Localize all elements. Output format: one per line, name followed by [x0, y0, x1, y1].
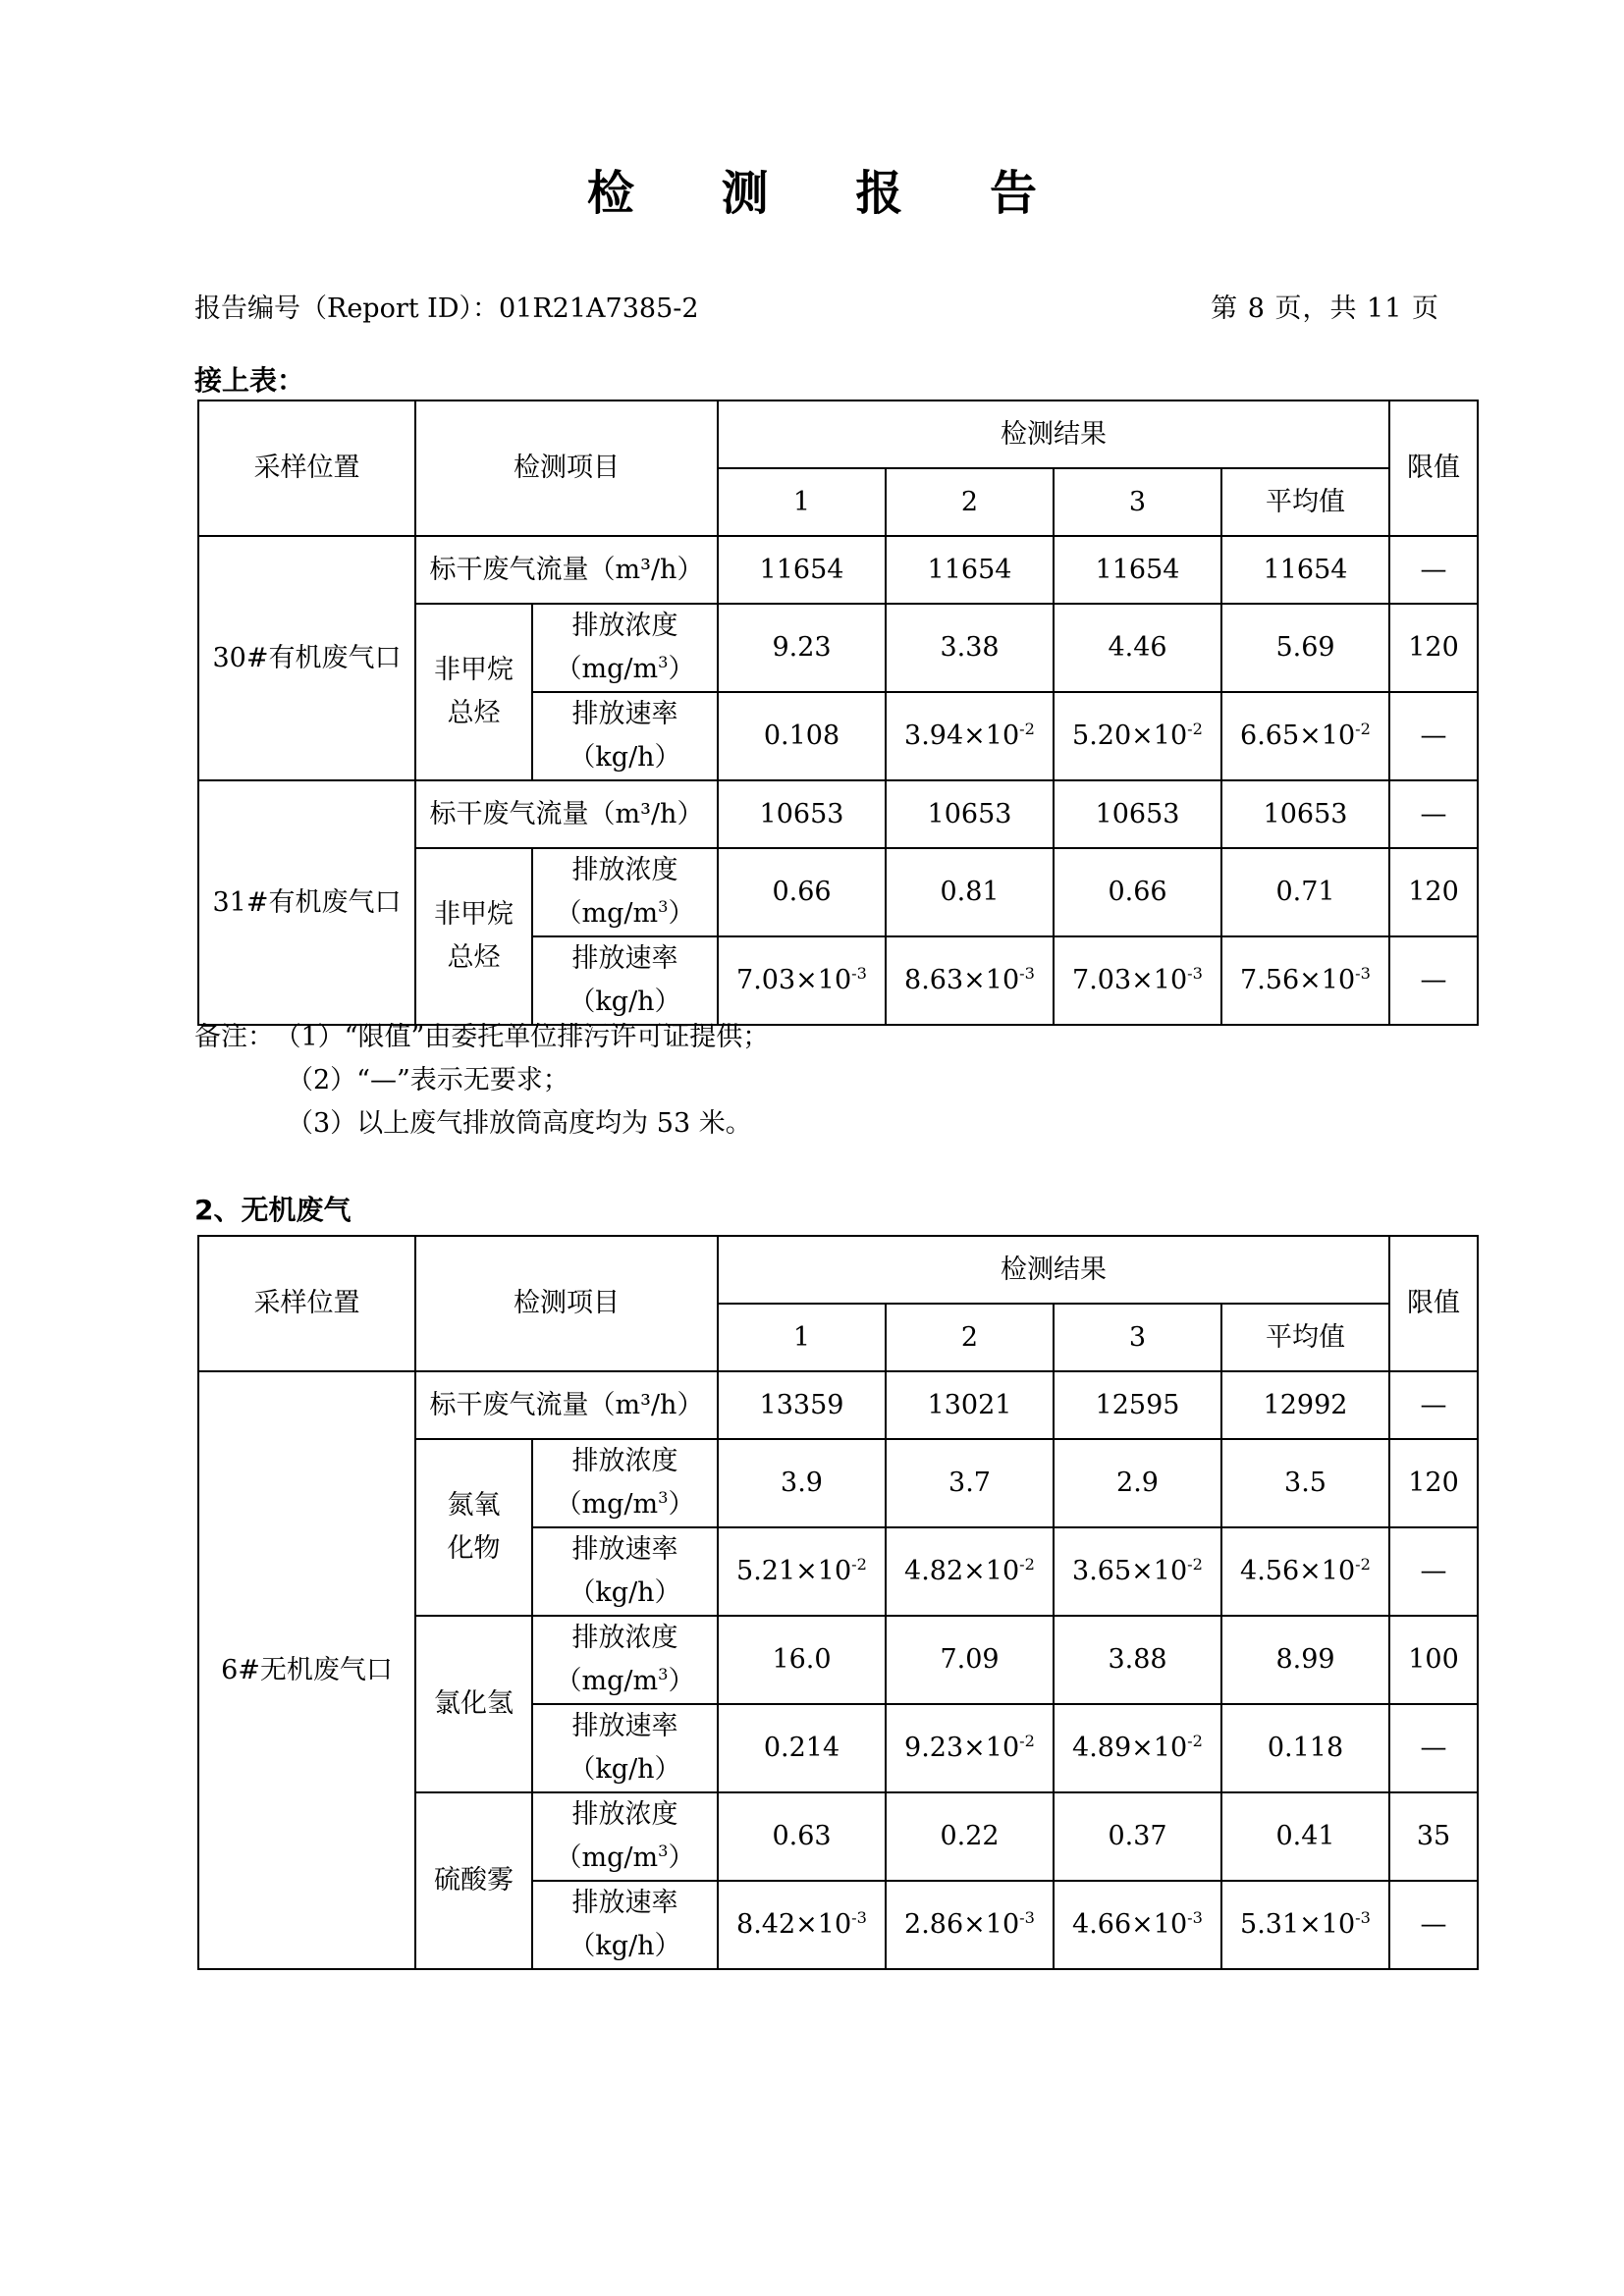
notes-prefix: 备注：: [194, 1022, 274, 1052]
conc-value: 7.09: [886, 1616, 1054, 1704]
rate-label-line1: 排放速率: [571, 1534, 678, 1565]
pollutant-name-line1: 硫酸雾: [434, 1865, 514, 1896]
pollutant-name-line2: 总烃: [447, 942, 501, 973]
conc-value: 3.9: [718, 1439, 886, 1527]
pollutant-name-line1: 非甲烷: [434, 655, 514, 685]
flow-value: 10653: [1054, 780, 1221, 848]
rate-label-line2: （kg/h）: [568, 1754, 681, 1785]
conc-value: 0.66: [1054, 848, 1221, 936]
conc-value: 3.5: [1221, 1439, 1389, 1527]
limit-value: 35: [1389, 1792, 1478, 1881]
header-col2: 2: [886, 468, 1054, 536]
limit-value: 120: [1389, 1439, 1478, 1527]
limit-value: —: [1389, 1371, 1478, 1439]
conc-label-line2: $(mg/m^3)$: [555, 1488, 695, 1520]
rate-value: $4.82\times 10^{-2}$: [886, 1527, 1054, 1616]
rate-value: $4.66\times 10^{-3}$: [1054, 1881, 1221, 1969]
header-location: 采样位置: [198, 1236, 415, 1371]
flow-value: 12992: [1221, 1371, 1389, 1439]
pollutant-name-line2: 化物: [447, 1533, 501, 1564]
conc-label-line2: $(mg/m^3)$: [555, 897, 695, 929]
rate-label-line2: （kg/h）: [568, 742, 681, 773]
header-item: 检测项目: [415, 400, 718, 536]
header-col1: 1: [718, 1304, 886, 1371]
flow-value: 11654: [1221, 536, 1389, 604]
limit-value: —: [1389, 1881, 1478, 1969]
location-cell: 30#有机废气口: [198, 536, 415, 780]
rate-label-line1: 排放速率: [571, 943, 678, 974]
limit-value: —: [1389, 780, 1478, 848]
header-limit: 限值: [1389, 1236, 1478, 1371]
rate-value: $5.20\times 10^{-2}$: [1054, 692, 1221, 780]
conc-value: 0.22: [886, 1792, 1054, 1881]
rate-value: $7.56\times 10^{-3}$: [1221, 936, 1389, 1025]
notes: [194, 1016, 769, 1146]
conc-label: [532, 848, 718, 936]
note-line: （3）以上废气排放筒高度均为 53 米。: [287, 1108, 752, 1139]
header-location: 采样位置: [198, 400, 415, 536]
rate-label: [532, 692, 718, 780]
flow-value: 13359: [718, 1371, 886, 1439]
limit-value: —: [1389, 1704, 1478, 1792]
conc-value: 0.81: [886, 848, 1054, 936]
conc-label: [532, 604, 718, 692]
report-id: 报告编号（Report ID）：01R21A7385-2: [194, 294, 699, 324]
limit-value: 100: [1389, 1616, 1478, 1704]
rate-label: [532, 1881, 718, 1969]
rate-value: $6.65\times 10^{-2}$: [1221, 692, 1389, 780]
conc-value: 0.66: [718, 848, 886, 936]
header-results: 检测结果: [718, 1236, 1389, 1304]
conc-value: 3.38: [886, 604, 1054, 692]
page-info: 第 8 页，共 11 页: [1211, 294, 1439, 324]
page-title: 检 测 报 告: [586, 166, 1073, 221]
conc-value: 0.63: [718, 1792, 886, 1881]
header-col2: 2: [886, 1304, 1054, 1371]
conc-label-line2: $(mg/m^3)$: [555, 1842, 695, 1873]
limit-value: —: [1389, 1527, 1478, 1616]
conc-label-line1: 排放浓度: [571, 1446, 678, 1476]
rate-value: 0.108: [718, 692, 886, 780]
limit-value: —: [1389, 692, 1478, 780]
conc-value: 5.69: [1221, 604, 1389, 692]
section2-title: 2、无机废气: [194, 1194, 352, 1226]
continued-label: 接上表：: [194, 364, 305, 397]
rate-value: 0.214: [718, 1704, 886, 1792]
conc-value: 9.23: [718, 604, 886, 692]
pollutant-name-line2: 总烃: [447, 698, 501, 728]
inorganic-gas-table: [197, 1235, 1479, 1970]
flow-label: 标干废气流量（m³/h）: [415, 536, 718, 604]
pollutant-name-line1: 氮氧: [447, 1490, 501, 1521]
location-cell: 6#无机废气口: [198, 1371, 415, 1969]
rate-value: $4.56\times 10^{-2}$: [1221, 1527, 1389, 1616]
pollutant-name-line1: 非甲烷: [434, 899, 514, 930]
header-results: 检测结果: [718, 400, 1389, 468]
conc-value: 3.88: [1054, 1616, 1221, 1704]
flow-value: 10653: [886, 780, 1054, 848]
rate-label: [532, 1704, 718, 1792]
conc-label-line2: $(mg/m^3)$: [555, 653, 695, 684]
rate-value: $8.42\times 10^{-3}$: [718, 1881, 886, 1969]
rate-value: $5.21\times 10^{-2}$: [718, 1527, 886, 1616]
conc-label: [532, 1616, 718, 1704]
conc-value: 3.7: [886, 1439, 1054, 1527]
flow-label: 标干废气流量（m³/h）: [415, 1371, 718, 1439]
rate-label: [532, 1527, 718, 1616]
header-limit: 限值: [1389, 400, 1478, 536]
note-line: （1）“限值”由委托单位排污许可证提供；: [288, 1022, 770, 1052]
conc-label-line1: 排放浓度: [571, 611, 678, 641]
rate-value: 0.118: [1221, 1704, 1389, 1792]
flow-value: 11654: [1054, 536, 1221, 604]
pollutant-cell: [415, 1792, 532, 1969]
rate-label: [532, 936, 718, 1025]
header-avg: 平均值: [1221, 468, 1389, 536]
conc-value: 0.37: [1054, 1792, 1221, 1881]
rate-value: $3.94\times 10^{-2}$: [886, 692, 1054, 780]
location-cell: 31#有机废气口: [198, 780, 415, 1025]
rate-value: $7.03\times 10^{-3}$: [1054, 936, 1221, 1025]
header-avg: 平均值: [1221, 1304, 1389, 1371]
header-col3: 3: [1054, 1304, 1221, 1371]
note-line: （2）“—”表示无要求；: [287, 1065, 569, 1095]
rate-value: $4.89\times 10^{-2}$: [1054, 1704, 1221, 1792]
conc-label-line1: 排放浓度: [571, 855, 678, 885]
conc-label-line1: 排放浓度: [571, 1799, 678, 1830]
flow-value: 10653: [718, 780, 886, 848]
flow-label: 标干废气流量（m³/h）: [415, 780, 718, 848]
rate-label-line1: 排放速率: [571, 1711, 678, 1741]
report-header: [194, 287, 1439, 325]
limit-value: 120: [1389, 604, 1478, 692]
rate-value: $2.86\times 10^{-3}$: [886, 1881, 1054, 1969]
rate-value: $3.65\times 10^{-2}$: [1054, 1527, 1221, 1616]
rate-value: $7.03\times 10^{-3}$: [718, 936, 886, 1025]
limit-value: 120: [1389, 848, 1478, 936]
rate-value: $8.63\times 10^{-3}$: [886, 936, 1054, 1025]
flow-value: 13021: [886, 1371, 1054, 1439]
conc-label: [532, 1792, 718, 1881]
flow-value: 11654: [886, 536, 1054, 604]
rate-label-line2: （kg/h）: [568, 1577, 681, 1608]
conc-value: 2.9: [1054, 1439, 1221, 1527]
organic-gas-table: [197, 400, 1479, 1026]
header-col3: 3: [1054, 468, 1221, 536]
limit-value: —: [1389, 936, 1478, 1025]
conc-label-line1: 排放浓度: [571, 1623, 678, 1653]
flow-value: 12595: [1054, 1371, 1221, 1439]
pollutant-cell: [415, 1439, 532, 1616]
rate-label-line1: 排放速率: [571, 1888, 678, 1918]
header-col1: 1: [718, 468, 886, 536]
conc-value: 0.71: [1221, 848, 1389, 936]
limit-value: —: [1389, 536, 1478, 604]
pollutant-name-line1: 氯化氢: [434, 1688, 514, 1719]
rate-label-line1: 排放速率: [571, 699, 678, 729]
rate-value: $9.23\times 10^{-2}$: [886, 1704, 1054, 1792]
conc-label: [532, 1439, 718, 1527]
conc-value: 16.0: [718, 1616, 886, 1704]
rate-value: $5.31\times 10^{-3}$: [1221, 1881, 1389, 1969]
rate-label-line2: （kg/h）: [568, 1931, 681, 1961]
conc-value: 0.41: [1221, 1792, 1389, 1881]
rate-label-line2: （kg/h）: [568, 987, 681, 1017]
flow-value: 11654: [718, 536, 886, 604]
header-item: 检测项目: [415, 1236, 718, 1371]
conc-value: 4.46: [1054, 604, 1221, 692]
pollutant-cell: [415, 604, 532, 780]
conc-value: 8.99: [1221, 1616, 1389, 1704]
conc-label-line2: $(mg/m^3)$: [555, 1665, 695, 1696]
pollutant-cell: [415, 848, 532, 1025]
flow-value: 10653: [1221, 780, 1389, 848]
pollutant-cell: [415, 1616, 532, 1792]
